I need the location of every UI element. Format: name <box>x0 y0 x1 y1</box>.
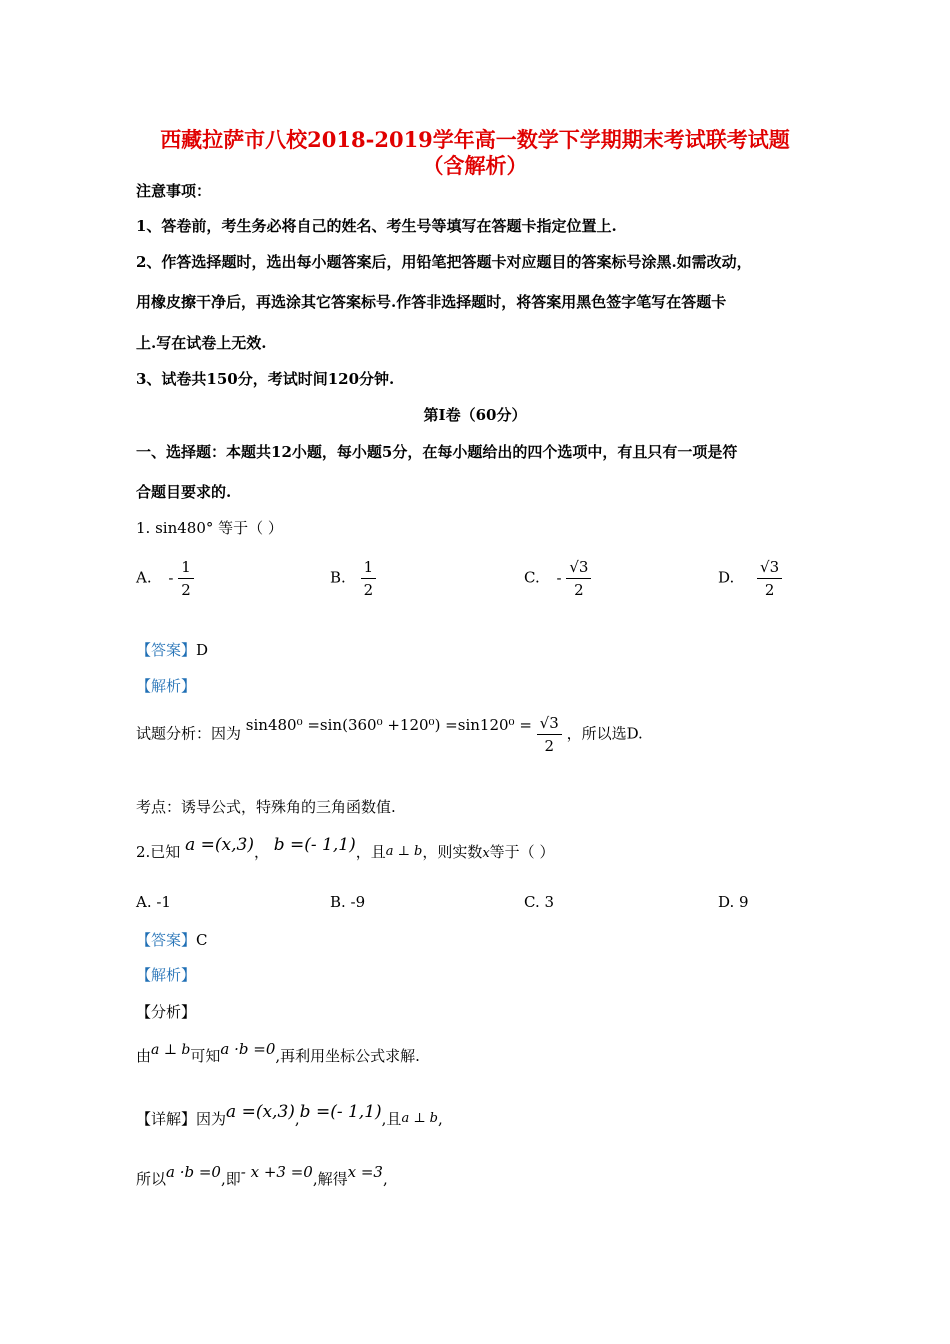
q2-detail-end: , <box>438 1110 443 1128</box>
question-2-stem <box>136 835 555 862</box>
q2-last-mid: ,即 <box>220 1170 241 1188</box>
document-title: 西藏拉萨市八校2018-2019学年高一数学下学期期末考试联考试题 <box>160 127 790 152</box>
q1-option-c-sign: - <box>556 568 562 587</box>
q2-vector-a: a =(x,3) <box>185 835 254 855</box>
notice-item-2-line-1: 2、作答选择题时，选出每小题答案后，用铅笔把答题卡对应题目的答案标号涂黑.如需改动， <box>136 253 752 271</box>
q1-answer-value: D <box>196 641 209 659</box>
q1-analysis-numerator: √3 <box>537 712 562 735</box>
q1-analysis-prefix: 试题分析：因为 <box>136 724 242 743</box>
notice-heading: 注意事项： <box>136 182 212 200</box>
q2-fenxi-perp: a ⊥ b <box>151 1042 191 1058</box>
q2-option-a: A. -1 <box>136 893 171 911</box>
q2-fenxi-suffix: ,再利用坐标公式求解. <box>275 1047 420 1065</box>
q2-fenxi-dot: a ·b =0 <box>220 1040 276 1058</box>
q2-detail <box>136 1102 443 1129</box>
q2-sep: ， <box>253 843 269 861</box>
q1-option-b-label: B. <box>330 568 346 587</box>
notice-item-2-line-2: 用橡皮擦干净后，再选涂其它答案标号.作答非选择题时，将答案用黑色签字笔写在答题卡 <box>136 293 727 311</box>
q1-option-d-label: D. <box>718 568 735 587</box>
q1-option-c-fraction <box>566 556 591 601</box>
q1-option-d-numerator: √3 <box>757 556 782 579</box>
q1-analysis-formula: sin480⁰ =sin(360⁰ +120⁰) =sin120⁰ = <box>245 715 532 734</box>
section-heading-line-2: 合题目要求的. <box>136 483 232 501</box>
q1-option-b <box>330 556 376 601</box>
q2-last-end: , <box>382 1170 388 1188</box>
q2-detail-mid: ,且 <box>381 1110 402 1128</box>
q2-last-prefix: 所以 <box>136 1170 167 1188</box>
q2-detail-prefix: 因为 <box>196 1110 227 1128</box>
q1-analysis <box>136 712 643 757</box>
q2-option-b: B. -9 <box>330 893 366 911</box>
q1-analysis-fraction <box>537 712 562 757</box>
q1-analysis-tag: 【解析】 <box>136 677 197 695</box>
q2-var: x <box>482 846 490 861</box>
q2-last-dot: a ·b =0 <box>166 1163 221 1181</box>
q2-fenxi-prefix: 由 <box>136 1047 152 1065</box>
q1-option-c-label: C. <box>524 568 540 587</box>
q2-option-c: C. 3 <box>524 893 555 911</box>
q2-last-equation: - x +3 =0 <box>240 1163 313 1181</box>
q2-vector-b: b =(- 1,1) <box>273 835 356 855</box>
q2-answer <box>136 929 208 950</box>
q2-option-d: D. 9 <box>718 893 749 911</box>
q2-detail-vector-b: b =(- 1,1) <box>299 1102 382 1122</box>
q1-option-b-fraction <box>361 556 377 601</box>
q1-option-b-denominator: 2 <box>363 581 374 599</box>
q1-option-d-fraction <box>757 556 782 601</box>
notice-item-2-line-3: 上.写在试卷上无效. <box>136 334 267 352</box>
q2-perp: a ⊥ b <box>385 844 423 859</box>
q1-option-d <box>718 556 782 601</box>
q1-option-c <box>524 556 591 601</box>
question-1-stem: 1. sin480° 等于（ ） <box>136 519 283 537</box>
q2-detail-sep: , <box>294 1110 300 1128</box>
q2-detail-perp: a ⊥ b <box>401 1111 438 1126</box>
q1-option-c-numerator: √3 <box>566 556 591 579</box>
q1-option-a <box>136 556 194 601</box>
q2-prefix: 2.已知 <box>136 843 181 861</box>
q1-option-a-numerator: 1 <box>178 556 194 579</box>
q2-answer-tag: 【答案】 <box>136 931 197 949</box>
q2-last-result: x =3 <box>347 1163 383 1181</box>
q2-last-mid2: ,解得 <box>312 1170 348 1188</box>
q1-answer <box>136 639 208 660</box>
q1-keypoint: 考点：诱导公式，特殊角的三角函数值. <box>136 798 396 816</box>
q2-detail-tag: 【详解】 <box>136 1110 197 1128</box>
section-heading-line-1: 一、选择题：本题共12小题，每小题5分，在每小题给出的四个选项中，有且只有一项是符 <box>136 443 738 461</box>
q1-option-a-label: A. <box>136 568 152 587</box>
notice-item-1: 1、答卷前，考生务必将自己的姓名、考生号等填写在答题卡指定位置上. <box>136 217 617 235</box>
document-subtitle: （含解析） <box>422 153 528 178</box>
q2-mid2: ，则实数 <box>422 843 483 861</box>
q2-suffix: 等于（ ） <box>489 843 555 861</box>
q1-option-b-numerator: 1 <box>361 556 377 579</box>
q1-option-d-denominator: 2 <box>764 581 775 599</box>
q2-answer-value: C <box>196 931 208 949</box>
q2-solution <box>136 1163 388 1189</box>
q1-analysis-suffix: ，所以选D. <box>566 724 643 743</box>
volume-heading: 第Ⅰ卷（60分） <box>423 406 527 424</box>
q2-analysis-tag: 【解析】 <box>136 966 197 984</box>
q2-detail-vector-a: a =(x,3) <box>226 1102 295 1122</box>
q2-mid: ，且 <box>355 843 386 861</box>
q1-option-a-fraction <box>178 556 194 601</box>
q1-option-a-sign: - <box>168 568 174 587</box>
q1-analysis-denominator: 2 <box>544 737 554 755</box>
q2-fenxi-tag: 【分析】 <box>136 1003 197 1021</box>
q1-answer-tag: 【答案】 <box>136 641 197 659</box>
q1-option-c-denominator: 2 <box>574 581 584 599</box>
q2-fenxi <box>136 1040 420 1066</box>
q1-option-a-denominator: 2 <box>181 581 191 599</box>
q2-fenxi-mid: 可知 <box>190 1047 221 1065</box>
notice-item-3: 3、试卷共150分，考试时间120分钟. <box>136 370 395 388</box>
